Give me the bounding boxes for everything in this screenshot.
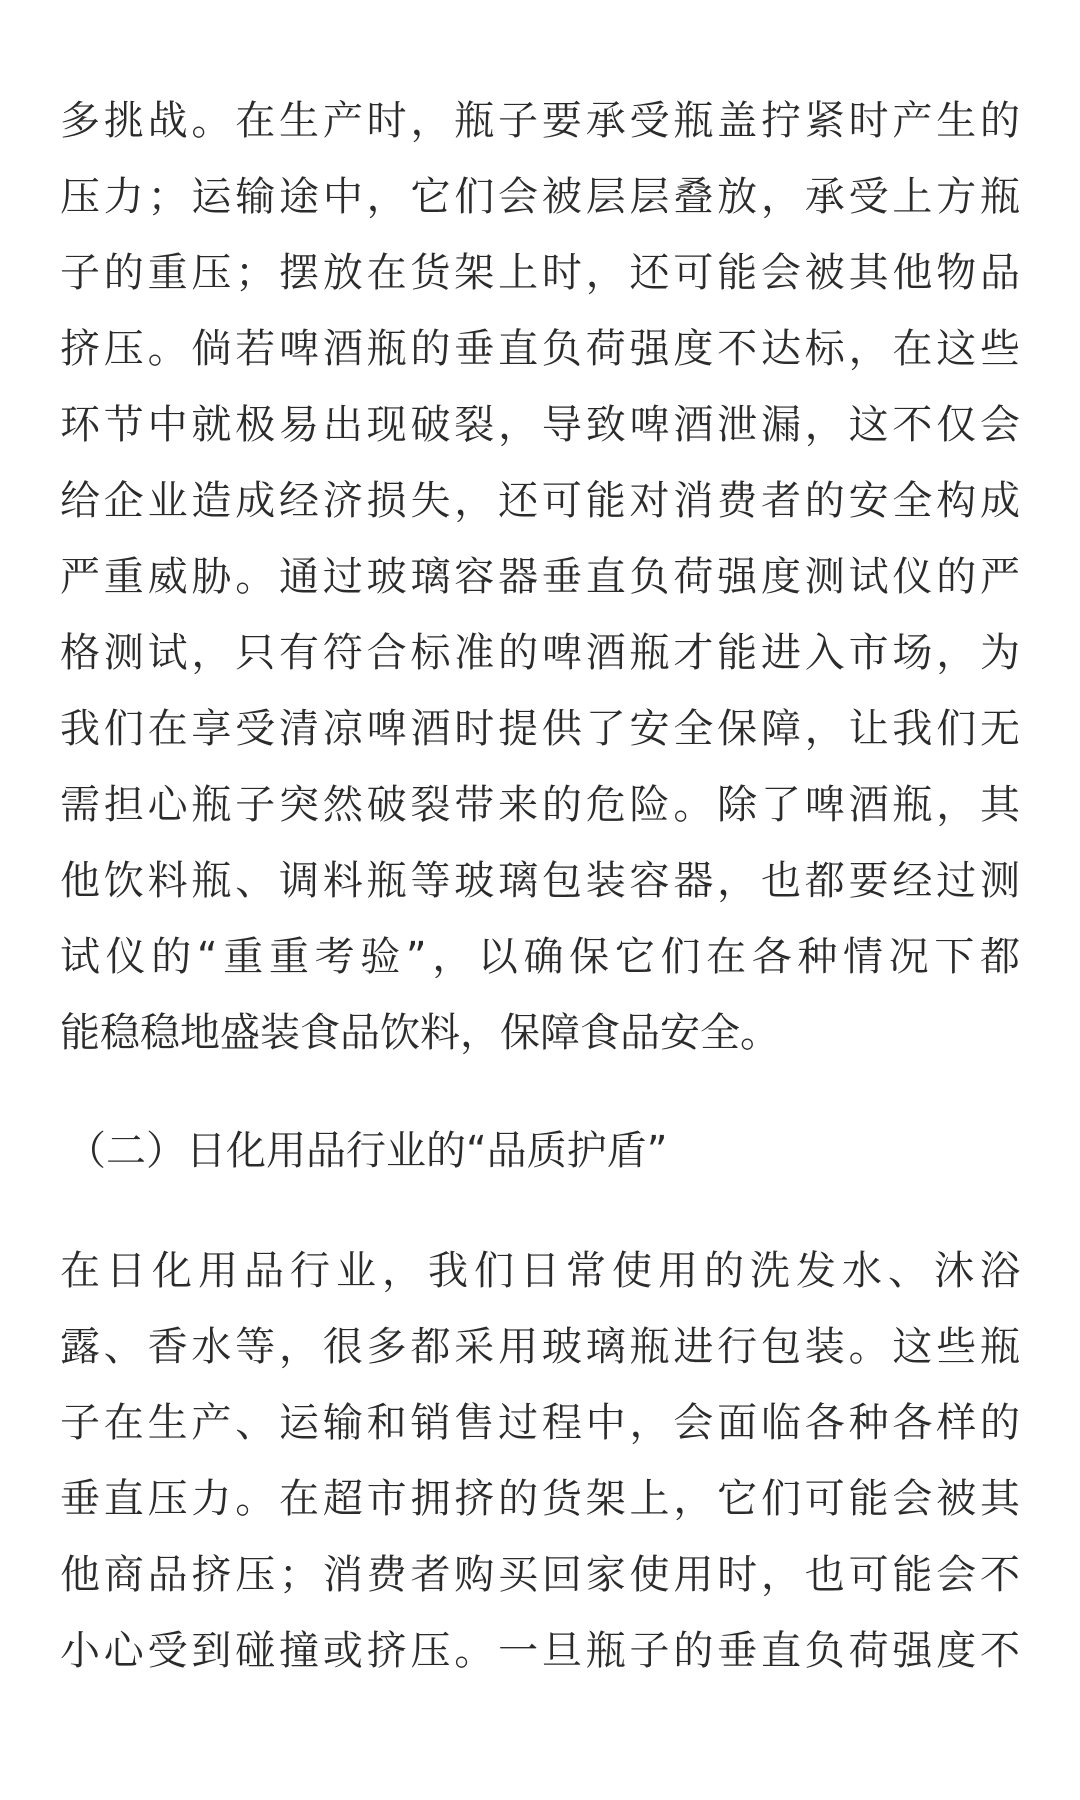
paragraph-line: 垂直压力。在超市拥挤的货架上，它们可能会被其 (60, 1476, 1020, 1522)
section-heading: （二）日化用品行业的“品质护盾” (66, 1128, 668, 1174)
paragraph-line: 小心受到碰撞或挤压。一旦瓶子的垂直负荷强度不 (60, 1628, 1020, 1674)
paragraph-line: 子在生产、运输和销售过程中，会面临各种各样的 (60, 1400, 1020, 1446)
paragraph-line: 他商品挤压；消费者购买回家使用时，也可能会不 (60, 1552, 1020, 1598)
paragraph-line: 格测试，只有符合标准的啤酒瓶才能进入市场，为 (60, 630, 1020, 676)
paragraph-line: 给企业造成经济损失，还可能对消费者的安全构成 (60, 478, 1020, 524)
paragraph-line-last: 能稳稳地盛装食品饮料，保障食品安全。 (60, 1010, 780, 1056)
paragraph-line: 挤压。倘若啤酒瓶的垂直负荷强度不达标，在这些 (60, 326, 1020, 372)
paragraph-beer-bottles (60, 83, 1020, 1071)
paragraph-line: 试仪的“重重考验”，以确保它们在各种情况下都 (60, 934, 1020, 980)
paragraph-line: 在日化用品行业，我们日常使用的洗发水、沐浴 (60, 1248, 1020, 1294)
paragraph-line: 严重威胁。通过玻璃容器垂直负荷强度测试仪的严 (60, 554, 1020, 600)
paragraph-daily-chemicals (60, 1233, 1020, 1689)
paragraph-line: 子的重压；摆放在货架上时，还可能会被其他物品 (60, 250, 1020, 296)
paragraph-line: 需担心瓶子突然破裂带来的危险。除了啤酒瓶，其 (60, 782, 1020, 828)
paragraph-line: 露、香水等，很多都采用玻璃瓶进行包装。这些瓶 (60, 1324, 1020, 1370)
paragraph-line: 我们在享受清凉啤酒时提供了安全保障，让我们无 (60, 706, 1020, 752)
paragraph-line: 环节中就极易出现破裂，导致啤酒泄漏，这不仅会 (60, 402, 1020, 448)
paragraph-line: 多挑战。在生产时，瓶子要承受瓶盖拧紧时产生的 (60, 98, 1020, 144)
paragraph-line: 他饮料瓶、调料瓶等玻璃包装容器，也都要经过测 (60, 858, 1020, 904)
paragraph-line: 压力；运输途中，它们会被层层叠放，承受上方瓶 (60, 174, 1020, 220)
